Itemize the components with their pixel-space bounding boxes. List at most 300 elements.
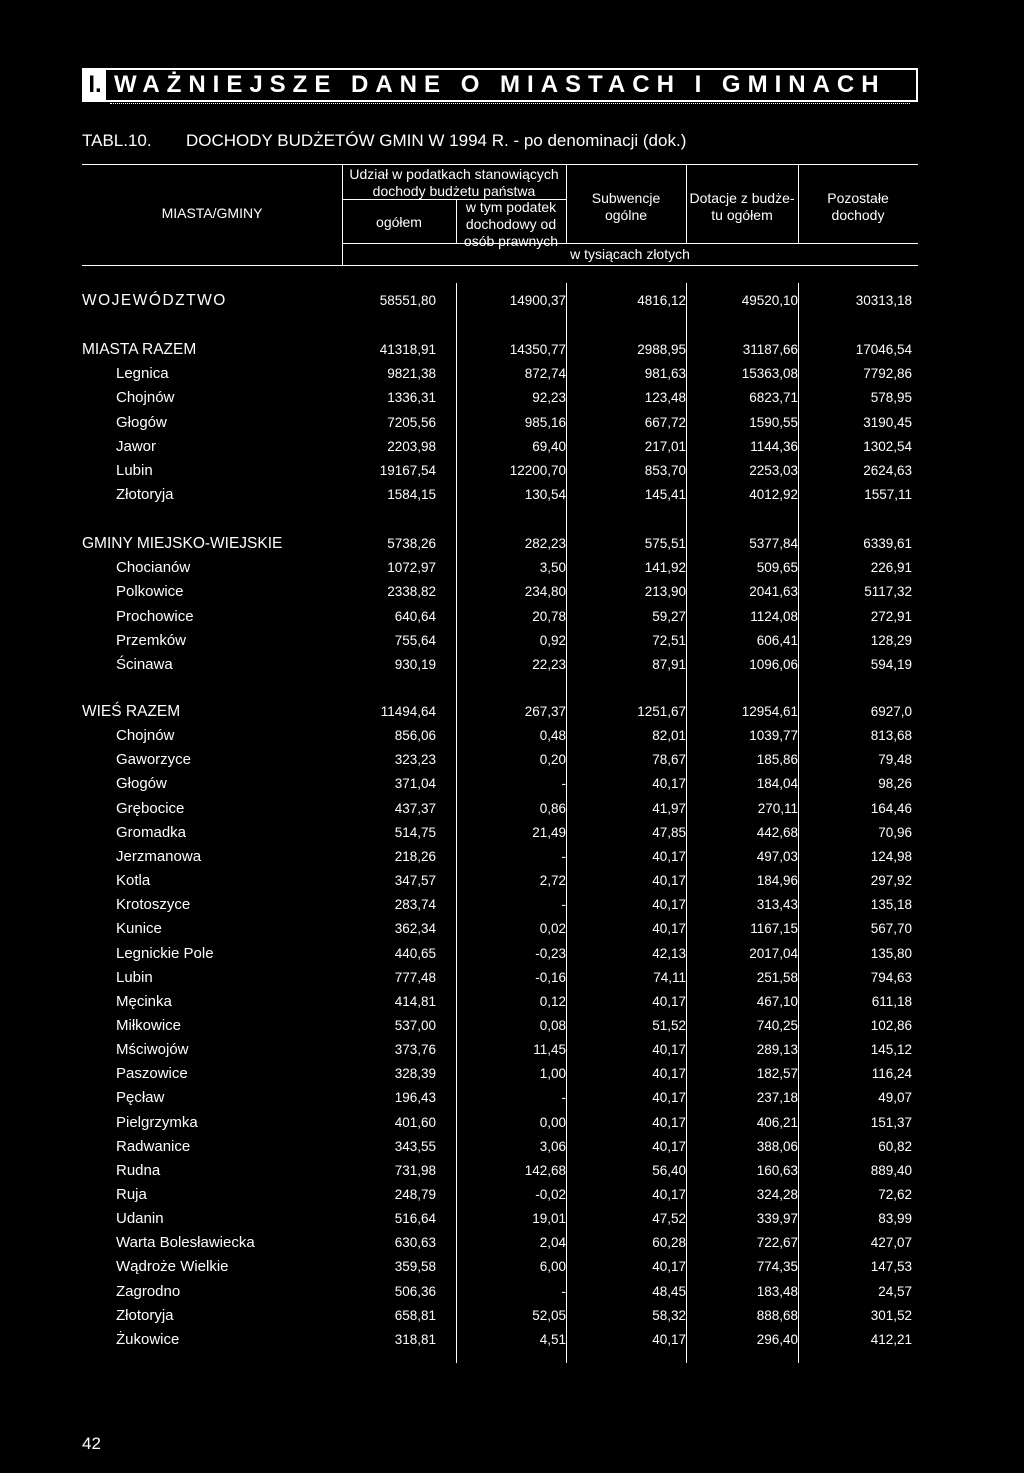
cell-value: 51,52 bbox=[652, 1017, 686, 1033]
cell-value: 4816,12 bbox=[637, 293, 686, 308]
row-name: Przemków bbox=[116, 631, 187, 649]
table-row bbox=[0, 1159, 1024, 1183]
cell-value: 182,57 bbox=[756, 1066, 798, 1082]
cell-value: 388,06 bbox=[756, 1138, 798, 1154]
cell-value: 371,04 bbox=[394, 776, 436, 792]
cell-value: 60,28 bbox=[652, 1235, 686, 1251]
table-row bbox=[0, 700, 1024, 724]
cell-value: 2017,04 bbox=[749, 945, 798, 961]
cell-value: 0,20 bbox=[539, 752, 566, 768]
cell-value: 401,60 bbox=[394, 1114, 436, 1130]
table-row bbox=[0, 629, 1024, 653]
cell-value: 135,18 bbox=[870, 897, 912, 913]
row-name: Pęcław bbox=[116, 1089, 165, 1107]
cell-value: 15363,08 bbox=[741, 366, 798, 382]
cell-value: 74,11 bbox=[653, 969, 686, 985]
row-name: Udanin bbox=[116, 1210, 164, 1228]
table-caption bbox=[82, 131, 686, 151]
cell-value: 196,43 bbox=[394, 1090, 436, 1106]
table-row bbox=[0, 580, 1024, 604]
cell-value: 731,98 bbox=[394, 1162, 436, 1178]
row-name: Lubin bbox=[116, 968, 153, 986]
cell-value: 537,00 bbox=[394, 1017, 436, 1033]
cell-value: 59,27 bbox=[652, 608, 686, 624]
cell-value: 237,18 bbox=[756, 1090, 798, 1106]
cell-value: 347,57 bbox=[394, 873, 436, 889]
cell-value: 40,17 bbox=[652, 1066, 686, 1082]
cell-value: 69,40 bbox=[532, 438, 566, 454]
cell-value: 2,72 bbox=[539, 873, 566, 889]
row-name: Mściwojów bbox=[116, 1041, 189, 1059]
cell-value: 145,12 bbox=[870, 1042, 912, 1058]
table-row bbox=[0, 459, 1024, 483]
table-row bbox=[0, 724, 1024, 748]
table-row bbox=[0, 1280, 1024, 1304]
cell-value: 218,26 bbox=[394, 848, 436, 864]
cell-value: -0,02 bbox=[535, 1187, 566, 1202]
header-ogolem: ogółem bbox=[376, 214, 422, 230]
cell-value: 640,64 bbox=[394, 608, 436, 624]
section-number: I. bbox=[84, 70, 106, 100]
table-label: TABL.10. bbox=[82, 131, 152, 150]
cell-value: 79,48 bbox=[878, 752, 912, 768]
row-name: Głogów bbox=[116, 775, 167, 793]
cell-value: 72,62 bbox=[878, 1187, 912, 1202]
cell-value: 58551,80 bbox=[379, 293, 436, 308]
cell-value: 323,23 bbox=[394, 752, 436, 768]
table-row bbox=[0, 1328, 1024, 1352]
cell-value: 184,04 bbox=[756, 776, 798, 792]
cell-value: 6927,0 bbox=[870, 704, 912, 719]
cell-value: 5117,32 bbox=[864, 584, 912, 600]
row-name: Grębocice bbox=[116, 799, 185, 817]
row-name: Lubin bbox=[116, 462, 153, 479]
cell-value: 9821,38 bbox=[387, 366, 436, 382]
cell-value: 1336,31 bbox=[387, 390, 436, 406]
cell-value: 7205,56 bbox=[387, 414, 436, 430]
cell-value: 20,78 bbox=[532, 608, 566, 624]
cell-value: 318,81 bbox=[394, 1331, 436, 1347]
cell-value: 78,67 bbox=[652, 752, 686, 768]
table-row bbox=[0, 1111, 1024, 1135]
table-row bbox=[0, 797, 1024, 821]
cell-value: 12954,61 bbox=[741, 704, 798, 719]
cell-value: 630,63 bbox=[394, 1235, 436, 1251]
cell-value: 283,74 bbox=[394, 897, 436, 913]
cell-value: 606,41 bbox=[756, 632, 798, 648]
unit-rule bbox=[342, 243, 918, 244]
cell-value: 1590,55 bbox=[749, 414, 798, 430]
cell-value: 611,18 bbox=[871, 993, 912, 1009]
cell-value: 282,23 bbox=[524, 536, 566, 551]
cell-value: 1124,08 bbox=[750, 608, 798, 624]
cell-value: 667,72 bbox=[644, 414, 686, 430]
cell-value: 2203,98 bbox=[387, 438, 436, 454]
row-name: MIASTA RAZEM bbox=[82, 341, 197, 358]
cell-value: 414,81 bbox=[394, 993, 436, 1009]
cell-value: 40,17 bbox=[652, 1042, 686, 1058]
cell-value: 17046,54 bbox=[855, 342, 912, 357]
cell-value: 594,19 bbox=[870, 657, 912, 672]
cell-value: 1144,36 bbox=[750, 438, 798, 454]
cell-value: 1072,97 bbox=[387, 560, 436, 576]
row-name: Paszowice bbox=[116, 1065, 188, 1083]
cell-value: 658,81 bbox=[394, 1307, 436, 1323]
cell-value: 226,91 bbox=[870, 560, 912, 576]
cell-value: 2041,63 bbox=[749, 584, 798, 600]
cell-value: 11494,64 bbox=[380, 704, 436, 719]
row-name: Głogów bbox=[116, 413, 167, 431]
cell-value: 248,79 bbox=[394, 1187, 436, 1202]
cell-value: 442,68 bbox=[756, 824, 798, 840]
row-name: Wądroże Wielkie bbox=[116, 1258, 229, 1276]
cell-value: 272,91 bbox=[870, 608, 912, 624]
cell-value: 40,17 bbox=[652, 1331, 686, 1347]
cell-value: 313,43 bbox=[756, 897, 798, 913]
cell-value: 774,35 bbox=[756, 1259, 798, 1275]
cell-value: 48,45 bbox=[652, 1283, 686, 1299]
cell-value: 509,65 bbox=[756, 560, 798, 576]
row-name: Radwanice bbox=[116, 1137, 191, 1155]
cell-value: 267,37 bbox=[524, 704, 566, 719]
table-row bbox=[0, 532, 1024, 556]
cell-value: 6823,71 bbox=[749, 390, 798, 406]
table-row bbox=[0, 869, 1024, 893]
row-name: Pielgrzymka bbox=[116, 1113, 198, 1131]
row-name: Męcinka bbox=[116, 992, 172, 1010]
cell-value: 981,63 bbox=[644, 366, 686, 382]
cell-value: 3,06 bbox=[539, 1138, 566, 1154]
cell-value: 40,17 bbox=[652, 873, 686, 889]
row-name: Złotoryja bbox=[116, 1306, 174, 1324]
cell-value: 82,01 bbox=[652, 728, 686, 744]
table-row bbox=[0, 605, 1024, 629]
cell-value: 794,63 bbox=[870, 969, 912, 985]
cell-value: 40,17 bbox=[652, 1114, 686, 1130]
cell-value: 98,26 bbox=[878, 776, 912, 792]
cell-value: 853,70 bbox=[644, 463, 686, 478]
row-name: WIEŚ RAZEM bbox=[82, 703, 181, 720]
row-name: Chojnów bbox=[116, 727, 175, 745]
table-row bbox=[0, 748, 1024, 772]
cell-value: 1167,15 bbox=[750, 921, 798, 937]
cell-value: - bbox=[561, 776, 566, 792]
cell-value: - bbox=[561, 1283, 566, 1299]
cell-value: 40,17 bbox=[652, 848, 686, 864]
cell-value: 578,95 bbox=[870, 390, 912, 406]
cell-value: 135,80 bbox=[870, 945, 912, 961]
cell-value: 49,07 bbox=[878, 1090, 912, 1106]
cell-value: 87,91 bbox=[652, 657, 686, 672]
cell-value: 128,29 bbox=[870, 632, 912, 648]
table-row bbox=[0, 289, 1024, 313]
cell-value: 373,76 bbox=[394, 1042, 436, 1058]
cell-value: 251,58 bbox=[756, 969, 798, 985]
cell-value: 427,07 bbox=[870, 1235, 912, 1251]
cell-value: 14900,37 bbox=[509, 293, 566, 308]
cell-value: 234,80 bbox=[524, 584, 566, 600]
section-banner bbox=[82, 68, 918, 102]
header-top-rule bbox=[82, 164, 918, 165]
cell-value: 722,67 bbox=[756, 1235, 798, 1251]
cell-value: 141,92 bbox=[644, 560, 686, 576]
cell-value: 41318,91 bbox=[379, 342, 436, 357]
cell-value: 1557,11 bbox=[864, 487, 912, 503]
table-row bbox=[0, 483, 1024, 507]
cell-value: 11,45 bbox=[533, 1042, 566, 1058]
cell-value: 406,21 bbox=[756, 1114, 798, 1130]
row-name: Kotla bbox=[116, 872, 151, 890]
cell-value: 856,06 bbox=[394, 728, 436, 744]
cell-value: 985,16 bbox=[524, 414, 566, 430]
cell-value: 40,17 bbox=[652, 993, 686, 1009]
table-row bbox=[0, 386, 1024, 410]
cell-value: 52,05 bbox=[532, 1307, 566, 1323]
table-row bbox=[0, 821, 1024, 845]
cell-value: 142,68 bbox=[524, 1162, 566, 1178]
cell-value: 83,99 bbox=[878, 1211, 912, 1227]
cell-value: 40,17 bbox=[652, 1259, 686, 1275]
cell-value: 872,74 bbox=[524, 366, 566, 382]
cell-value: 755,64 bbox=[394, 632, 436, 648]
cell-value: 567,70 bbox=[870, 921, 912, 937]
table-row bbox=[0, 1038, 1024, 1062]
cell-value: 514,75 bbox=[394, 824, 436, 840]
cell-value: 31187,66 bbox=[742, 342, 798, 357]
cell-value: 2,04 bbox=[539, 1235, 566, 1251]
cell-value: 14350,77 bbox=[509, 342, 566, 357]
table-row bbox=[0, 917, 1024, 941]
cell-value: 889,40 bbox=[870, 1162, 912, 1178]
table-row bbox=[0, 1231, 1024, 1255]
cell-value: 412,21 bbox=[870, 1331, 912, 1347]
cell-value: 19,01 bbox=[532, 1211, 566, 1227]
row-name: Zagrodno bbox=[116, 1282, 181, 1300]
table-row bbox=[0, 1207, 1024, 1231]
cell-value: 1096,06 bbox=[749, 657, 798, 672]
header-miasta-gminy: MIASTA/GMINY bbox=[161, 205, 263, 221]
row-name: Chocianów bbox=[116, 559, 191, 577]
cell-value: 324,28 bbox=[756, 1187, 798, 1202]
cell-value: 124,98 bbox=[870, 848, 912, 864]
cell-value: 92,23 bbox=[532, 390, 566, 406]
cell-value: 3190,45 bbox=[863, 414, 912, 430]
cell-value: 930,19 bbox=[394, 657, 436, 672]
table-row bbox=[0, 990, 1024, 1014]
cell-value: 359,58 bbox=[394, 1259, 436, 1275]
cell-value: 49520,10 bbox=[741, 293, 798, 308]
cell-value: 0,86 bbox=[539, 800, 566, 816]
cell-value: 297,92 bbox=[870, 873, 912, 889]
row-name: WOJEWÓDZTWO bbox=[82, 292, 227, 309]
row-name: Gaworzyce bbox=[116, 751, 192, 769]
cell-value: 40,17 bbox=[652, 1187, 686, 1202]
cell-value: 70,96 bbox=[878, 824, 912, 840]
table-title: DOCHODY BUDŻETÓW GMIN W 1994 R. - po denominacji (dok.) bbox=[186, 131, 687, 150]
table-row bbox=[0, 1014, 1024, 1038]
cell-value: 184,96 bbox=[756, 873, 798, 889]
cell-value: 40,17 bbox=[652, 776, 686, 792]
cell-value: 339,97 bbox=[756, 1211, 798, 1227]
cell-value: 4012,92 bbox=[749, 487, 798, 503]
cell-value: 0,00 bbox=[539, 1114, 566, 1130]
cell-value: 740,25 bbox=[756, 1017, 798, 1033]
table-row bbox=[0, 653, 1024, 677]
row-name: Jerzmanowa bbox=[116, 847, 202, 865]
row-name: Miłkowice bbox=[116, 1016, 182, 1034]
header-subwencje: Subwencje ogólne bbox=[591, 190, 661, 223]
row-name: Legnickie Pole bbox=[116, 944, 214, 962]
table-row bbox=[0, 1255, 1024, 1279]
cell-value: 40,17 bbox=[652, 921, 686, 937]
cell-value: 2338,82 bbox=[387, 584, 436, 600]
cell-value: 102,86 bbox=[870, 1017, 912, 1033]
table-row bbox=[0, 1086, 1024, 1110]
cell-value: 160,63 bbox=[756, 1162, 798, 1178]
cell-value: 575,51 bbox=[644, 536, 686, 551]
row-name: Gromadka bbox=[116, 823, 187, 841]
cell-value: 301,52 bbox=[870, 1307, 912, 1323]
cell-value: 147,53 bbox=[870, 1259, 912, 1275]
cell-value: 0,12 bbox=[539, 993, 566, 1009]
banner-dotted-rule bbox=[110, 103, 910, 104]
cell-value: 7792,86 bbox=[863, 366, 912, 382]
cell-value: 40,17 bbox=[652, 1138, 686, 1154]
header-bottom-rule bbox=[82, 265, 918, 266]
cell-value: 0,92 bbox=[539, 632, 566, 648]
cell-value: 145,41 bbox=[644, 487, 686, 503]
cell-value: 0,08 bbox=[539, 1017, 566, 1033]
table-row bbox=[0, 966, 1024, 990]
cell-value: 516,64 bbox=[394, 1211, 436, 1227]
table-row bbox=[0, 893, 1024, 917]
cell-value: 1039,77 bbox=[749, 728, 798, 744]
cell-value: 777,48 bbox=[394, 969, 436, 985]
row-name: Krotoszyce bbox=[116, 896, 191, 914]
cell-value: 497,03 bbox=[756, 848, 798, 864]
cell-value: 506,36 bbox=[394, 1283, 436, 1299]
cell-value: -0,16 bbox=[535, 969, 566, 985]
cell-value: 343,55 bbox=[394, 1138, 436, 1154]
cell-value: 5738,26 bbox=[387, 536, 436, 551]
cell-value: 41,97 bbox=[652, 800, 686, 816]
header-podatek-dochodowy: w tym podatek dochodowy od osób prawnych bbox=[463, 199, 559, 249]
cell-value: 5377,84 bbox=[749, 536, 798, 551]
row-name: Chojnów bbox=[116, 389, 175, 407]
row-name: Złotoryja bbox=[116, 486, 174, 504]
table-row bbox=[0, 772, 1024, 796]
cell-value: - bbox=[561, 1090, 566, 1106]
table-row bbox=[0, 362, 1024, 386]
row-name: Rudna bbox=[116, 1161, 161, 1179]
cell-value: 22,23 bbox=[532, 657, 566, 672]
cell-value: 47,52 bbox=[652, 1211, 686, 1227]
cell-value: 4,51 bbox=[539, 1331, 566, 1347]
cell-value: 270,11 bbox=[757, 800, 798, 816]
cell-value: 116,24 bbox=[871, 1066, 912, 1082]
page-number: 42 bbox=[82, 1434, 101, 1453]
cell-value: 183,48 bbox=[756, 1283, 798, 1299]
cell-value: 40,17 bbox=[652, 1090, 686, 1106]
row-name: Polkowice bbox=[116, 583, 184, 601]
cell-value: 3,50 bbox=[539, 560, 566, 576]
cell-value: 6339,61 bbox=[863, 536, 912, 551]
table-row bbox=[0, 1183, 1024, 1207]
section-title: WAŻNIEJSZE DANE O MIASTACH I GMINACH bbox=[114, 71, 886, 98]
header-unit: w tysiącach złotych bbox=[570, 246, 690, 262]
header-group: Udział w podatkach stanowiących dochody budżetu państwa bbox=[349, 166, 559, 199]
cell-value: 72,51 bbox=[652, 632, 686, 648]
cell-value: 813,68 bbox=[870, 728, 912, 744]
table-row bbox=[0, 845, 1024, 869]
cell-value: 164,46 bbox=[870, 800, 912, 816]
row-name: Warta Bolesławiecka bbox=[116, 1234, 255, 1252]
cell-value: 6,00 bbox=[539, 1259, 566, 1275]
table-row bbox=[0, 556, 1024, 580]
cell-value: 2253,03 bbox=[749, 463, 798, 478]
row-name: Ruja bbox=[116, 1186, 147, 1203]
cell-value: 24,57 bbox=[878, 1283, 912, 1299]
cell-value: 58,32 bbox=[652, 1307, 686, 1323]
cell-value: 362,34 bbox=[394, 921, 436, 937]
cell-value: 47,85 bbox=[652, 824, 686, 840]
table-row bbox=[0, 411, 1024, 435]
row-name: Jawor bbox=[116, 437, 157, 455]
cell-value: 19167,54 bbox=[379, 463, 436, 478]
row-name: Ścinawa bbox=[116, 656, 173, 673]
cell-value: 1584,15 bbox=[387, 487, 436, 503]
cell-value: 888,68 bbox=[756, 1307, 798, 1323]
cell-value: 60,82 bbox=[878, 1138, 912, 1154]
table-row bbox=[0, 1062, 1024, 1086]
cell-value: 2624,63 bbox=[863, 463, 912, 478]
cell-value: 289,13 bbox=[756, 1042, 798, 1058]
table-row bbox=[0, 942, 1024, 966]
cell-value: 21,49 bbox=[532, 824, 566, 840]
cell-value: 40,17 bbox=[652, 897, 686, 913]
cell-value: 1251,67 bbox=[637, 704, 686, 719]
cell-value: 185,86 bbox=[756, 752, 798, 768]
cell-value: 1302,54 bbox=[863, 438, 912, 454]
cell-value: 151,37 bbox=[870, 1114, 912, 1130]
row-name: GMINY MIEJSKO-WIEJSKIE bbox=[82, 535, 283, 552]
cell-value: 328,39 bbox=[394, 1066, 436, 1082]
cell-value: 42,13 bbox=[652, 945, 686, 961]
cell-value: 30313,18 bbox=[855, 293, 912, 308]
table-row bbox=[0, 1304, 1024, 1328]
cell-value: 0,48 bbox=[539, 728, 566, 744]
cell-value: 467,10 bbox=[756, 993, 798, 1009]
cell-value: 2988,95 bbox=[637, 342, 686, 357]
cell-value: - bbox=[561, 848, 566, 864]
table-row bbox=[0, 435, 1024, 459]
cell-value: 440,65 bbox=[394, 945, 436, 961]
cell-value: 0,02 bbox=[539, 921, 566, 937]
header-pozostale: Pozostałe dochody bbox=[827, 190, 889, 223]
cell-value: -0,23 bbox=[535, 945, 566, 961]
cell-value: 1,00 bbox=[539, 1066, 566, 1082]
row-name: Żukowice bbox=[116, 1330, 180, 1348]
cell-value: 213,90 bbox=[644, 584, 686, 600]
table-row bbox=[0, 1135, 1024, 1159]
cell-value: 12200,70 bbox=[509, 463, 566, 478]
cell-value: 56,40 bbox=[652, 1162, 686, 1178]
cell-value: 123,48 bbox=[644, 390, 686, 406]
cell-value: - bbox=[561, 897, 566, 913]
cell-value: 217,01 bbox=[644, 438, 686, 454]
cell-value: 437,37 bbox=[394, 800, 436, 816]
row-name: Legnica bbox=[116, 365, 169, 383]
